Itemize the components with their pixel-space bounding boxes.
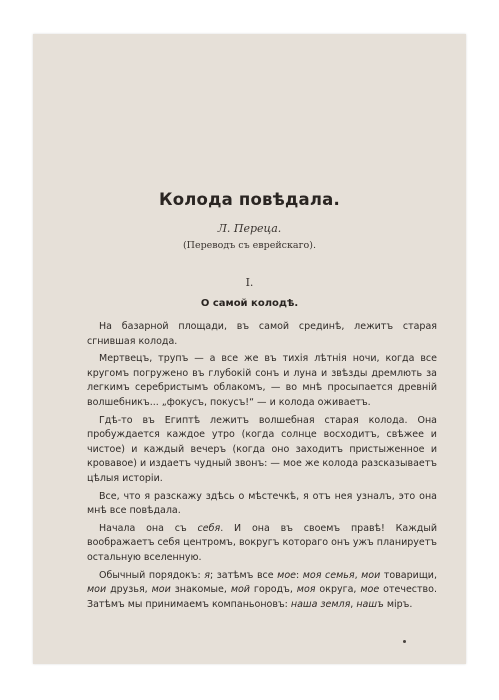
text-span: Начала она съ (99, 522, 198, 534)
text-span: міръ. (383, 598, 413, 610)
text-span: : (296, 569, 303, 581)
paragraph-6 (87, 569, 437, 613)
paragraph-1: На базарной площади, въ самой срединѣ, лежитъ старая сгнившая колода. (87, 321, 437, 347)
italic-span: мое (277, 569, 296, 581)
text-span: Обычный порядокъ: (99, 569, 205, 581)
chapter-title: О самой колодѣ. (200, 298, 299, 309)
book-page (33, 34, 466, 664)
paragraph-3: Гдѣ-то въ Египтѣ лежитъ волшебная старая колода. Она пробуждается каждое утро (когда солнце восходитъ, свѣжее и чистое) и каждый вечеръ (когда оно заходитъ пристыженное и кровавое) и издаетъ чудный звонъ: — мое же колода разсказываетъ цѣлыя исторіи. (87, 414, 437, 484)
text-span: знакомые, (170, 584, 231, 596)
text-span: городъ, (249, 584, 297, 596)
italic-span: наша земля (290, 598, 351, 610)
paragraph-4: Все, что я разскажу здѣсь о мѣстечкѣ, я отъ нея узналъ, это она мнѣ все повѣдала. (87, 490, 437, 517)
ink-speck (403, 640, 406, 643)
page-title: Колода повѣдала. (159, 190, 340, 209)
text-span: ; затѣмъ все (209, 569, 278, 581)
text-span: , (354, 569, 362, 581)
italic-span: мои (361, 569, 381, 581)
italic-span: нашъ (356, 598, 384, 610)
italic-span: мое (360, 584, 380, 596)
text-span: друзья, (106, 584, 152, 596)
body-text (87, 320, 437, 615)
text-span: отечество. Затѣмъ мы принимаемъ компаньоновъ: (87, 584, 437, 610)
text-span: . И она въ своемъ правѣ! Каждый воображаетъ себя центромъ, вокругъ котораго онъ ужъ планируетъ остальную вселенную. (87, 522, 437, 563)
italic-span: мой (230, 584, 250, 596)
text-span: товарищи, (380, 569, 437, 581)
italic-span: моя (296, 584, 316, 596)
text-span: , (350, 598, 357, 610)
author-line: Л. Переца. (217, 222, 282, 235)
italic-span: мои (87, 584, 107, 596)
chapter-number: I. (245, 276, 254, 289)
paragraph-2: Мертвецъ, трупъ — а все же въ тихія лѣтнія ночи, когда все кругомъ погружено въ глубокій сонъ и луна и звѣзды дремлють за легкимъ серебристымъ облакомъ, — во мнѣ просыпается древній волшебникъ... „фокусъ, покусъ!“ — и колода оживаетъ. (87, 353, 437, 408)
italic-span: я (204, 569, 210, 581)
italic-span: моя семья (302, 569, 355, 581)
italic-span: себя (197, 522, 221, 534)
italic-span: мои (151, 584, 171, 596)
translation-note: (Переводъ съ еврейскаго). (182, 240, 317, 251)
text-span: округа, (315, 584, 361, 596)
paragraph-5 (87, 522, 437, 566)
